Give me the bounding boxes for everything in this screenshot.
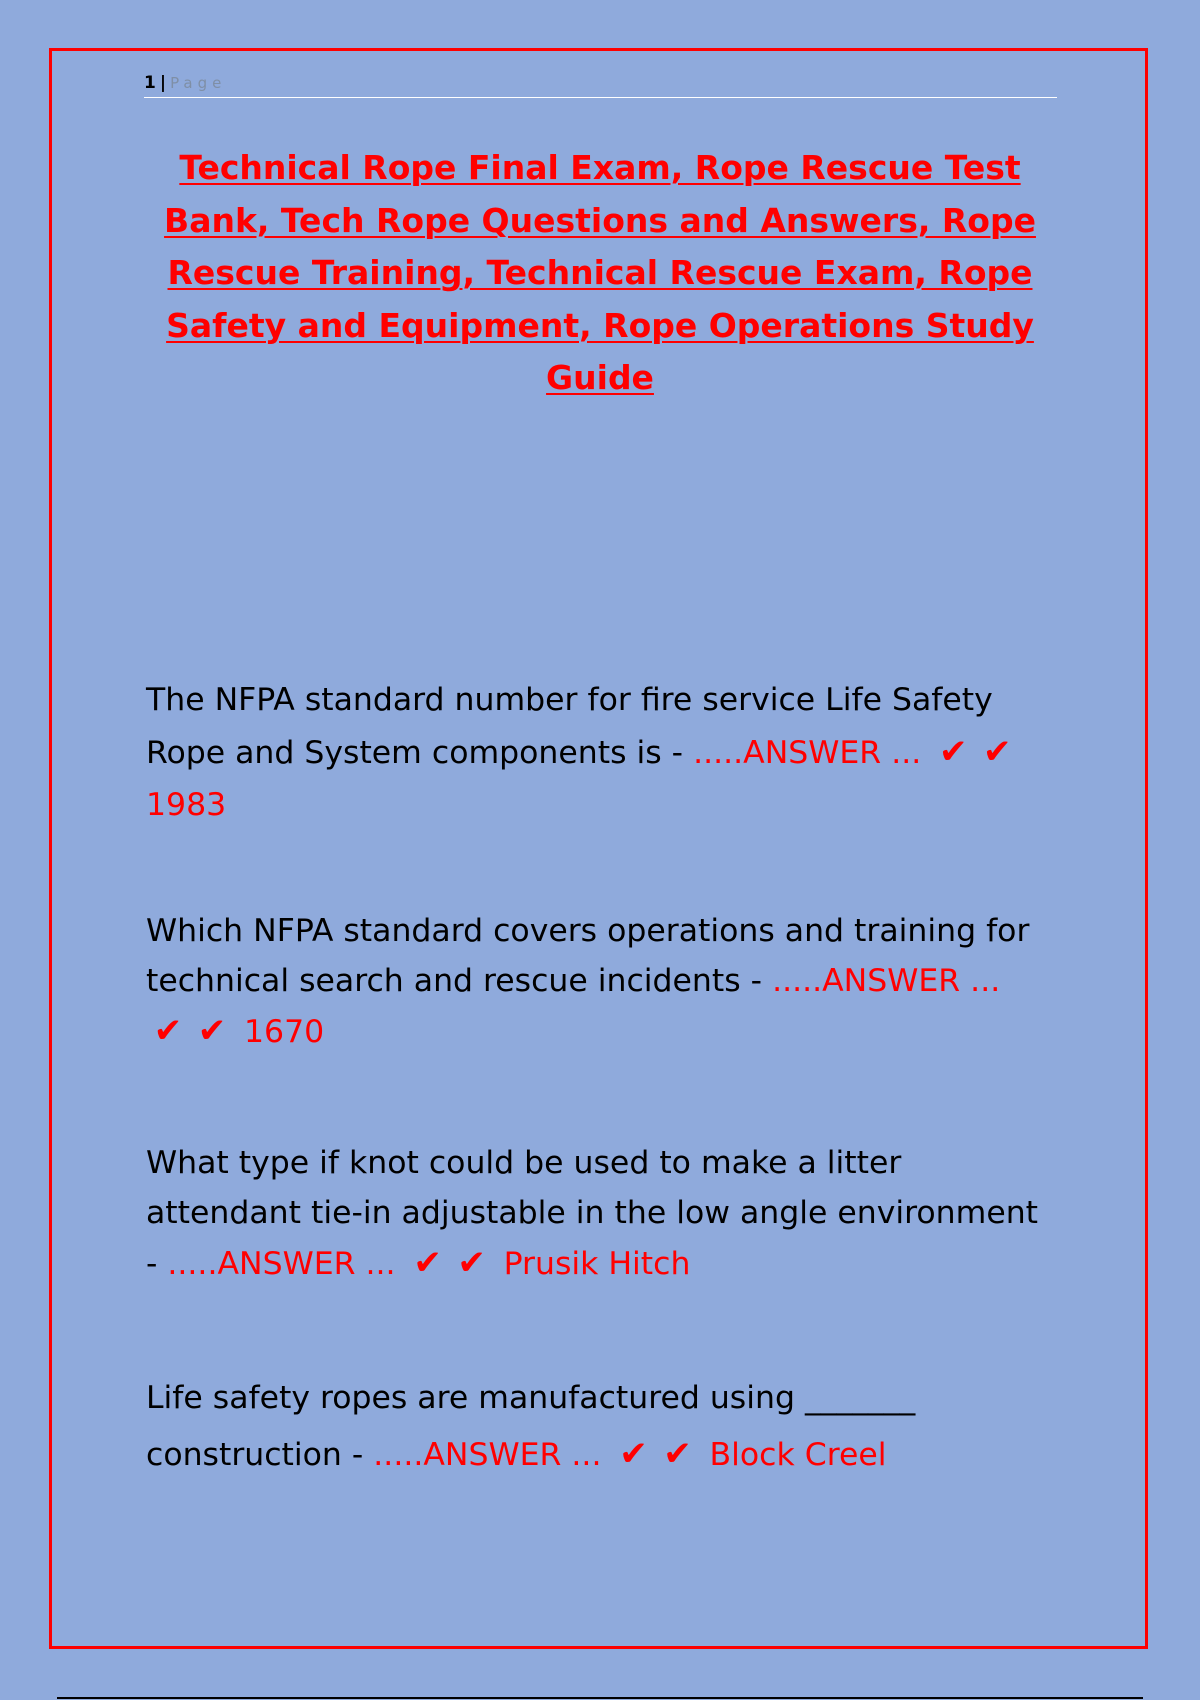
answer-marker: .....ANSWER ... — [693, 735, 922, 771]
answer-marker: .....ANSWER ... — [373, 1437, 602, 1473]
check-icon: ✔ — [983, 732, 1012, 772]
answer-marker: .....ANSWER ... — [772, 963, 1001, 999]
document-title: Technical Rope Final Exam, Rope Rescue Test Bank, Tech Rope Questions and Answers, Rope Rescue Training, Technical Rescue Exam, Rope Safety and Equipment, Rope Operations Study Guide — [164, 148, 1036, 397]
qa-item-1 — [146, 674, 1046, 831]
page-separator: | — [159, 73, 167, 93]
qa-item-3 — [146, 1138, 1046, 1289]
answer-marker: .....ANSWER ... — [167, 1246, 396, 1282]
qa-item-4 — [146, 1370, 1046, 1483]
question-text: The NFPA standard number for fire service Life Safety Rope and System components is - — [146, 682, 993, 771]
check-icon: ✔ — [619, 1434, 648, 1474]
qa-item-2 — [146, 906, 1046, 1057]
answer-text: 1983 — [146, 787, 227, 823]
answer-text: Prusik Hitch — [503, 1246, 691, 1282]
question-text: What type if knot could be used to make a litter attendant tie-in adjustable in the low angle environment - — [146, 1145, 1039, 1282]
page-header — [144, 68, 1057, 98]
answer-text: 1670 — [244, 1014, 325, 1050]
check-icon: ✔ — [197, 1011, 227, 1051]
footer-divider — [57, 1697, 1143, 1699]
check-icon: ✔ — [663, 1434, 692, 1474]
page-label: Page — [170, 74, 227, 92]
answer-text: Block Creel — [709, 1437, 887, 1473]
question-text: Life safety ropes are manufactured using _______ construction - — [146, 1380, 916, 1473]
check-icon: ✔ — [153, 1011, 183, 1051]
check-icon: ✔ — [457, 1243, 486, 1283]
page-number: 1 — [144, 73, 156, 93]
check-icon: ✔ — [413, 1243, 442, 1283]
check-icon: ✔ — [939, 732, 968, 772]
question-text: Which NFPA standard covers operations and training for technical search and rescue incidents - — [146, 913, 1030, 999]
